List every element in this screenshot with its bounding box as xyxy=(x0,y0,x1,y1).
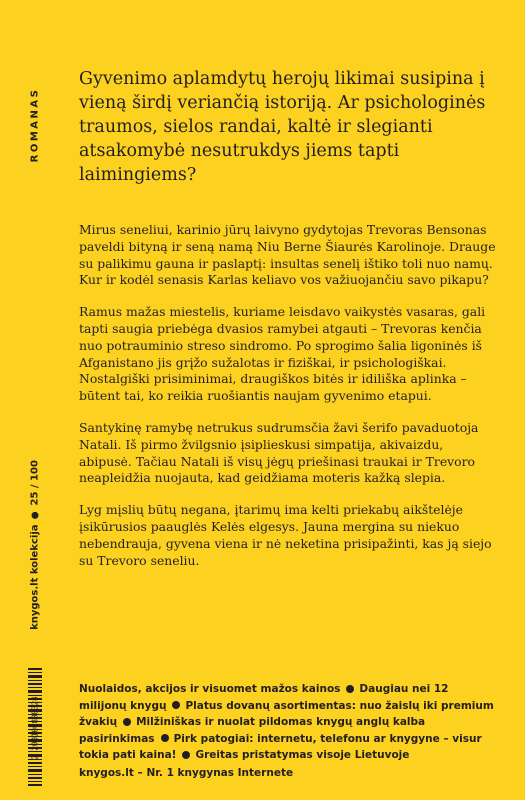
promo-item: Platus dovanų asortimentas: nuo žaislų iki premium žvakių xyxy=(79,699,494,728)
bullet-dot-icon xyxy=(123,718,131,726)
bullet-dot-icon xyxy=(32,512,39,519)
promo-item: Pirk patogiai: internetu, telefonu ar knygyne – visur tokia pati kaina! xyxy=(79,732,482,761)
description-paragraph: Mirus seneliui, karinio jūrų laivyno gydytojas Trevoras Bensonas paveldi bityną ir seną namą Niu Berne Šiaurės Karolinoje. Drauge su palikimu gauna ir paslaptį: insultas senelį ištiko toli nuo namų. Kur ir kodėl senasis Karlas keliavo vos važiuojančiu savo pikapu? xyxy=(79,222,496,288)
barcode-number: 2 200100808324 xyxy=(30,696,40,760)
promo-block xyxy=(79,681,499,764)
promo-item: Milžiniškas ir nuolat pildomas knygų anglų kalba pasirinkimas xyxy=(79,716,426,745)
description-paragraph: Lyg mįslių būtų negana, įtarimų ima kelti priekabų aikštelėje įsikūrusios paauglės Kelės elgesys. Jauna mergina su niekuo nebendrauja, gyvena viena ir nė neketina prisipažinti, kas ją siejo su Trevoro seneliu. xyxy=(79,502,492,568)
description-paragraph: Santykinę ramybę netrukus sudrumsčia žavi šerifo pavaduotoja Natali. Iš pirmo žvilgsnio įsiplieskusi simpatija, akivaizdu, abipusė. Tačiau Natali iš visų jėgų priešinasi traukai ir Trevoro neapleidžia nuojauta, kad geidžiama moteris kažką slepia. xyxy=(79,419,479,486)
bullet-dot-icon xyxy=(172,701,180,709)
book-description xyxy=(79,222,499,584)
promo-item: Greitas pristatymas visoje Lietuvoje xyxy=(195,749,410,761)
tagline: Gyvenimo aplamdytų herojų likimai susipina į vieną širdį veriančią istoriją. Ar psichologinės traumos, sielos randai, kaltė ir slegianti atsakomybė nesutrukdys jiems tapti laimingiems? xyxy=(79,69,486,185)
bullet-dot-icon xyxy=(182,751,190,759)
collection-number: 25 / 100 xyxy=(29,460,41,506)
promo-item: Daugiau nei 12 milijonų knygų xyxy=(79,683,449,712)
genre-text: ROMANAS xyxy=(29,87,41,163)
promo-item: Nuolaidos, akcijos ir visuomet mažos kainos xyxy=(79,683,341,695)
collection-name: knygos.lt kolekcija xyxy=(29,524,41,630)
footer-slogan: knygos.lt – Nr. 1 knygynas Internete xyxy=(79,767,294,779)
spine-genre-label xyxy=(24,70,46,180)
spine-collection-label xyxy=(24,430,46,660)
description-paragraph: Ramus mažas miestelis, kuriame leisdavo vaikystės vasaras, gali tapti saugia priebėga dvasios ramybei atgauti – Trevoras kenčia nuo potrauminio streso sindromo. Po sprogimo šalia ligoninės iš Afganistano jis grįžo sužalotas ir fiziškai, ir psichologiškai. Nostalgiški prisiminimai, draugiškos bitės ir idiliška aplinka – būtent tai, ko reikia ruošiantis naujam gyvenimo etapui. xyxy=(79,304,486,404)
bullet-dot-icon xyxy=(161,734,169,742)
bullet-dot-icon xyxy=(346,685,354,693)
